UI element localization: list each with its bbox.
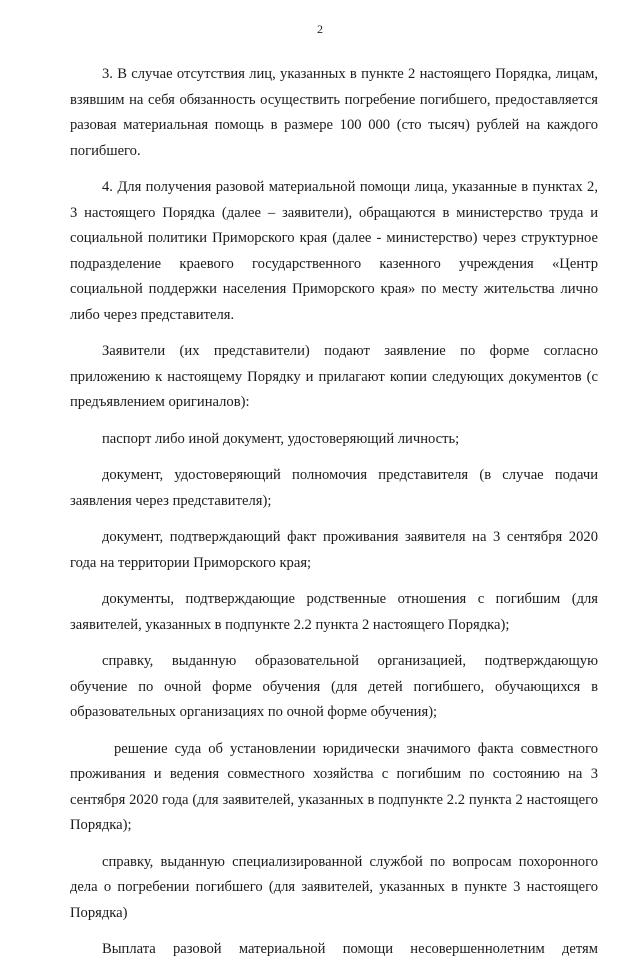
- list-item-passport: паспорт либо иной документ, удостоверяющий личность;: [102, 430, 460, 447]
- list-item-education-certificate: справку, выданную образовательной организацией, подтверждающую обучение по очной форме обучения (для детей погибшего, обучающихся в образовательных организациях по очной форме обучения);: [70, 653, 598, 720]
- list-item-kinship-documents: документы, подтверждающие родственные отношения с погибшим (для заявителей, указанных в подпункте 2.2 пункта 2 настоящего Порядка);: [70, 591, 598, 633]
- paragraph-applicants: Заявители (их представители) подают заявление по форме согласно приложению к настоящему Порядку и прилагают копии следующих документов (с предъявлением оригиналов):: [70, 343, 598, 410]
- document-body: [70, 62, 598, 963]
- list-item-court-decision: решение суда об установлении юридически значимого факта совместного проживания и ведения совместного хозяйства с погибшим по состоянию на 3 сентября 2020 года (для заявителей, указанных в подпункте 2.2 пункта 2 настоящего Порядка);: [70, 740, 598, 833]
- list-item-residence-document: документ, подтверждающий факт проживания заявителя на 3 сентября 2020 года на территории Приморского края;: [70, 529, 598, 571]
- paragraph-item-3: 3. В случае отсутствия лиц, указанных в пункте 2 настоящего Порядка, лицам, взявшим на себя обязанность осуществить погребение погибшего, предоставляется разовая материальная помощь в размере 100 000 (сто тысяч) рублей на каждого погибшего.: [70, 66, 598, 159]
- paragraph-item-4: 4. Для получения разовой материальной помощи лица, указанные в пунктах 2, 3 настоящего Порядка (далее – заявители), обращаются в министерство труда и социальной политики Приморского края (далее - министерство) через структурное подразделение краевого государственного казенного учреждения «Центр социальной поддержки населения Приморского края» по месту жительства лично либо через представителя.: [70, 179, 598, 323]
- list-item-representative-document: документ, удостоверяющий полномочия представителя (в случае подачи заявления через представителя);: [70, 467, 598, 509]
- page-number: 2: [317, 22, 323, 36]
- list-item-funeral-certificate: справку, выданную специализированной службой по вопросам похоронного дела о погребении погибшего (для заявителей, указанных в пункте 3 настоящего Порядка): [70, 853, 598, 921]
- paragraph-payment: Выплата разовой материальной помощи несовершеннолетним детям: [102, 941, 598, 957]
